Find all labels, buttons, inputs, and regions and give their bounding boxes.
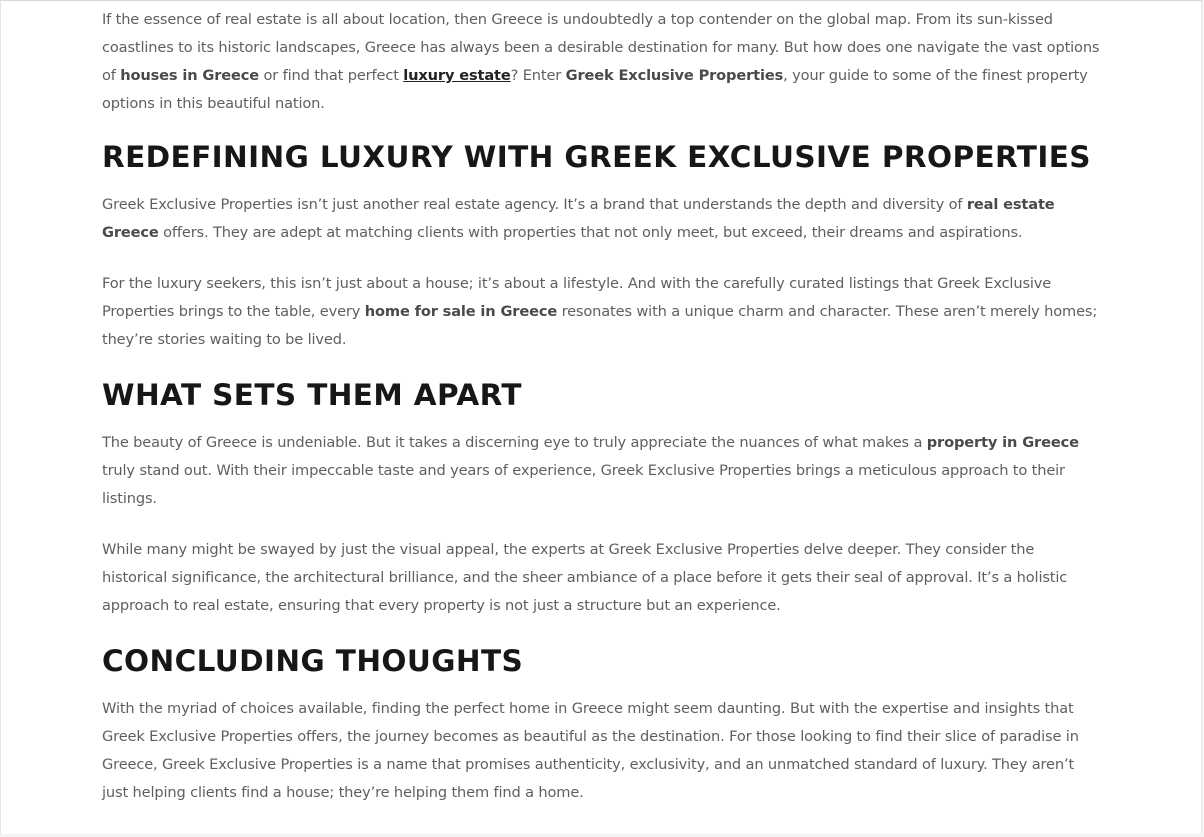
- section2-p1-text-1: The beauty of Greece is undeniable. But it takes a discerning eye to truly appreciate the nuances of what makes a: [102, 434, 927, 451]
- section1-p2-keyword: home for sale in Greece: [364, 303, 558, 320]
- intro-text-3: ? Enter: [510, 67, 566, 84]
- intro-text-2: or find that perfect: [259, 67, 404, 84]
- section2-paragraph-2: While many might be swayed by just the visual appeal, the experts at Greek Exclusive Properties delve deeper. They consider the historical significance, the architectural brilliance, and the sheer ambiance of a place before it gets their seal of approval. It’s a holistic approach to real estate, ensuring that every property is not just a structure but an experience.: [102, 541, 1068, 614]
- section1-p2-text-1: For the luxury seekers, this isn’t just about a house; it’s about a lifestyle. And with the carefully curated listings that Greek Exclusive Properties brings to the table, every: [102, 275, 1052, 320]
- article-body: [102, 6, 1102, 807]
- intro-paragraph: [102, 6, 1102, 118]
- section-heading-concluding-thoughts: CONCLUDING THOUGHTS: [102, 644, 524, 678]
- section3-paragraph-1: With the myriad of choices available, finding the perfect home in Greece might seem daunting. But with the expertise and insights that Greek Exclusive Properties offers, the journey becomes as beautiful as the destination. For those looking to find their slice of paradise in Greece, Greek Exclusive Properties is a name that promises authenticity, exclusivity, and an unmatched standard of luxury. They aren’t just helping clients find a house; they’re helping them find a home.: [102, 700, 1079, 801]
- intro-keyword-houses: houses in Greece: [120, 67, 260, 84]
- section2-paragraph-1: [102, 429, 1102, 513]
- section1-paragraph-1: [102, 191, 1102, 247]
- section1-p1-keyword: real estate Greece: [102, 196, 1055, 241]
- section1-p1-text-2: offers. They are adept at matching clients with properties that not only meet, but exceed, their dreams and aspirations.: [158, 224, 1023, 241]
- intro-text-4: , your guide to some of the finest property options in this beautiful nation.: [102, 67, 1088, 112]
- section-heading-redefining-luxury: REDEFINING LUXURY WITH GREEK EXCLUSIVE PROPERTIES: [102, 140, 1091, 174]
- section2-p1-keyword: property in Greece: [926, 434, 1079, 451]
- section1-p2-text-2: resonates with a unique charm and character. These aren’t merely homes; they’re stories waiting to be lived.: [102, 303, 1098, 348]
- intro-keyword-brand: Greek Exclusive Properties: [565, 67, 784, 84]
- section1-paragraph-2: [102, 270, 1102, 354]
- luxury-estate-link[interactable]: luxury estate: [403, 67, 511, 84]
- section2-p1-text-2: truly stand out. With their impeccable taste and years of experience, Greek Exclusive Properties brings a meticulous approach to their listings.: [102, 462, 1065, 507]
- section-heading-what-sets-them-apart: WHAT SETS THEM APART: [102, 378, 522, 412]
- section1-p1-text-1: Greek Exclusive Properties isn’t just another real estate agency. It’s a brand that understands the depth and diversity of: [102, 196, 967, 213]
- intro-text-1: If the essence of real estate is all about location, then Greece is undoubtedly a top contender on the global map. From its sun-kissed coastlines to its historic landscapes, Greece has always been a desirable destination for many. But how does one navigate the vast options of: [102, 11, 1100, 84]
